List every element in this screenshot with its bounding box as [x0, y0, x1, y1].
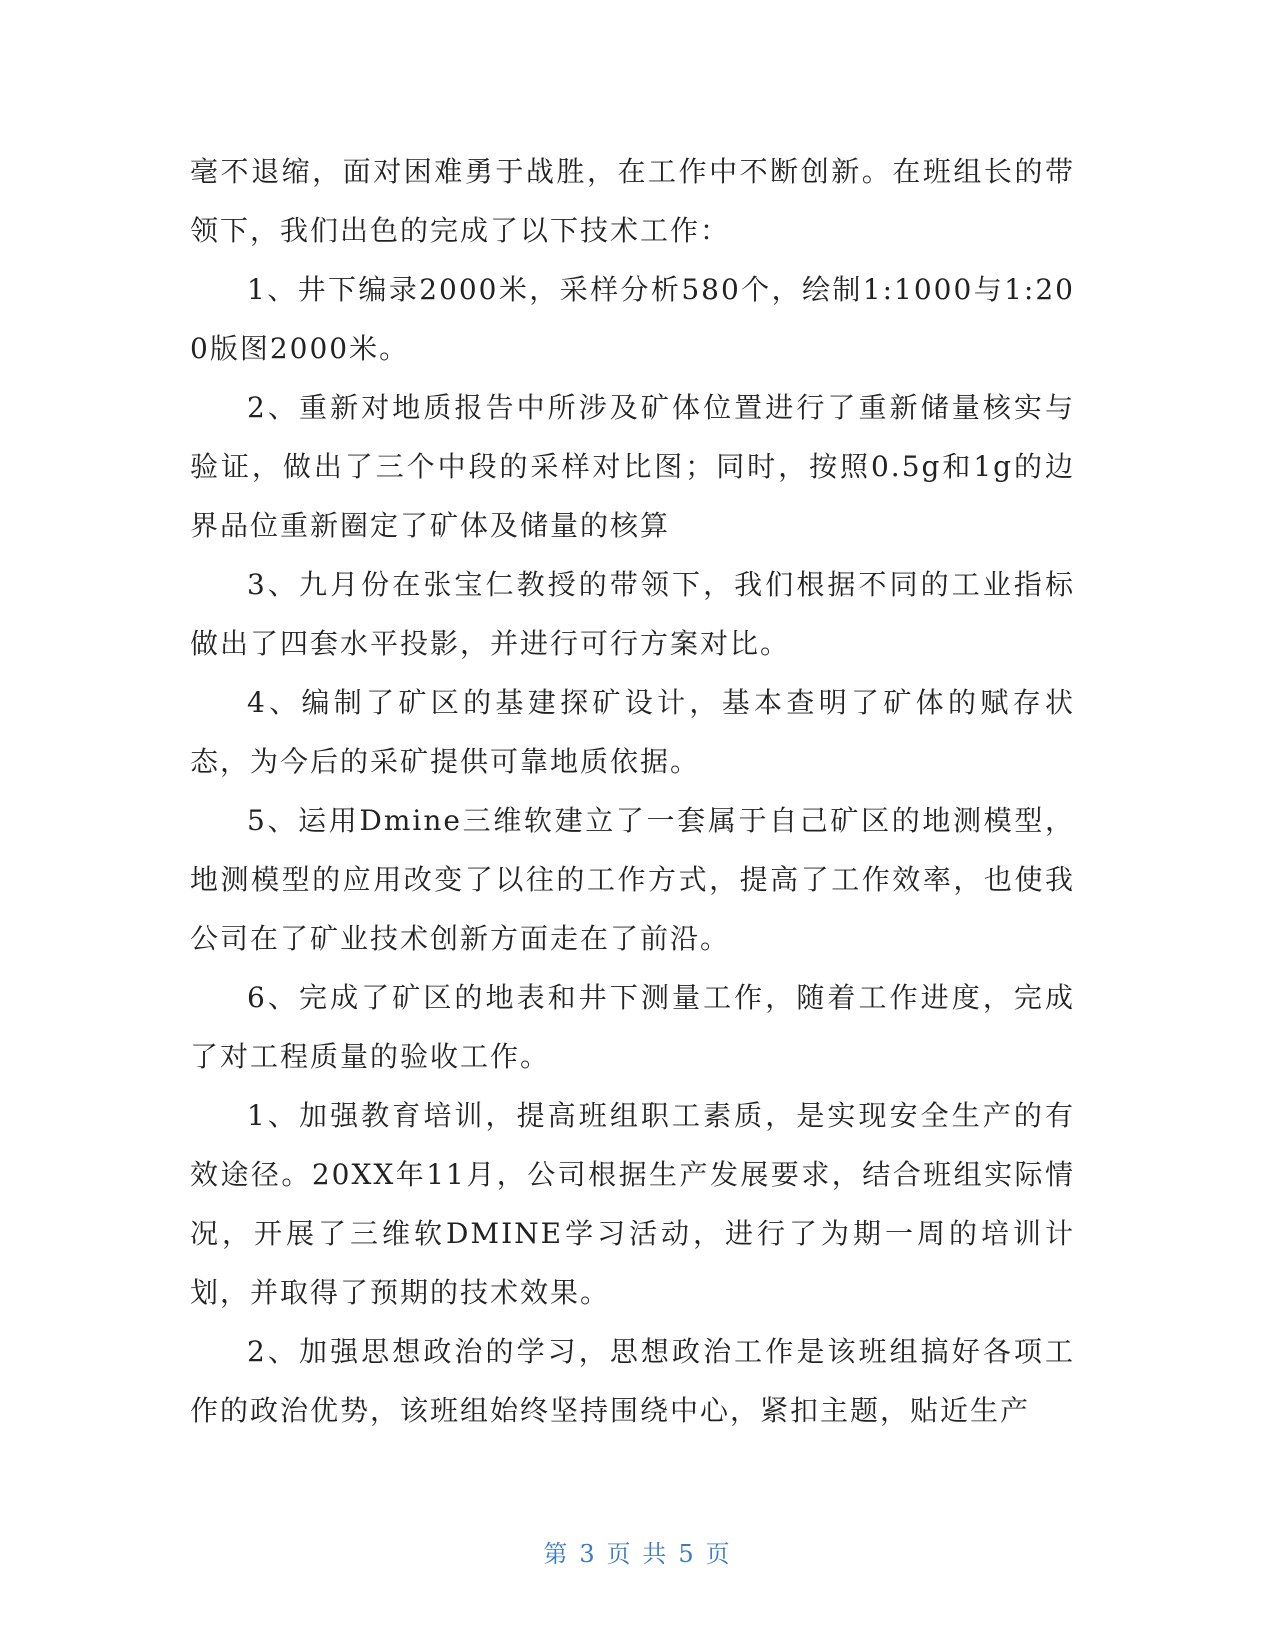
footer-suffix: 页	[705, 1540, 732, 1568]
footer-total-pages: 5	[678, 1540, 696, 1568]
footer-current-page: 3	[579, 1540, 597, 1568]
paragraph-continued: 毫不退缩，面对困难勇于战胜，在工作中不断创新。在班组长的带领下，我们出色的完成了以下技术工作：	[190, 155, 1075, 247]
footer-prefix: 第	[543, 1540, 570, 1568]
paragraph-item-2: 2、重新对地质报告中所涉及矿体位置进行了重新储量核实与验证，做出了三个中段的采样对比图；同时，按照0.5g和1g的边界品位重新圈定了矿体及储量的核算	[190, 391, 1075, 542]
paragraph-item-4: 4、编制了矿区的基建探矿设计，基本查明了矿体的赋存状态，为今后的采矿提供可靠地质依据。	[190, 686, 1075, 778]
page-footer	[0, 1534, 1275, 1569]
paragraph-political: 2、加强思想政治的学习，思想政治工作是该班组搞好各项工作的政治优势，该班组始终坚持围绕中心，紧扣主题，贴近生产	[190, 1335, 1075, 1427]
footer-middle: 页 共	[606, 1540, 669, 1568]
paragraph-training: 1、加强教育培训，提高班组职工素质，是实现安全生产的有效途径。20XX年11月，公司根据生产发展要求，结合班组实际情况，开展了三维软DMINE学习活动，进行了为期一周的培训计划，并取得了预期的技术效果。	[190, 1099, 1075, 1309]
paragraph-item-6: 6、完成了矿区的地表和井下测量工作，随着工作进度，完成了对工程质量的验收工作。	[190, 981, 1075, 1073]
paragraph-item-5: 5、运用Dmine三维软建立了一套属于自己矿区的地测模型，地测模型的应用改变了以往的工作方式，提高了工作效率，也使我公司在了矿业技术创新方面走在了前沿。	[190, 804, 1075, 955]
paragraph-item-3: 3、九月份在张宝仁教授的带领下，我们根据不同的工业指标做出了四套水平投影，并进行可行方案对比。	[190, 568, 1075, 660]
body-text	[190, 142, 1075, 1440]
paragraph-item-1: 1、井下编录2000米，采样分析580个，绘制1:1000与1:200版图2000米。	[190, 273, 1075, 365]
